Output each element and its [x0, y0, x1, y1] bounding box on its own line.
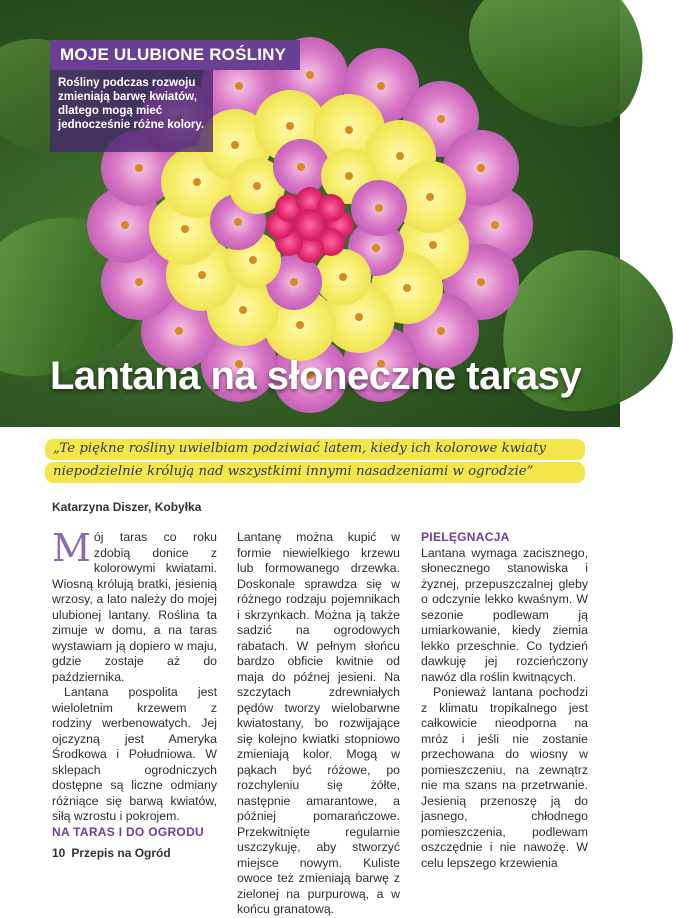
paragraph: Ponieważ lantana pochodzi z klimatu tropikalnego jest całkowicie nieodporna na mróz i jeśli nie zostanie przechowana do wiosny w pomieszczeniu, na zewnątrz nie ma szans na przetrwanie. Jesienią przenoszę ją do jasnego, chłodnego pomieszczenia, podlewam oszczędnie i nie nawożę. W celu lepszego krzewienia	[421, 685, 588, 870]
floret	[273, 139, 329, 195]
pull-quote	[45, 437, 585, 489]
article-title: Lantana na słoneczne tarasy	[50, 354, 582, 398]
paragraph: Lantana pospolita jest wieloletnim krzewem z rodziny werbenowatych. Jej ojczyzną jest Ameryka Środkowa i Południowa. W sklepach ogrodniczych dostępne są liczne odmiany różniące się barwą kwiatów, siłą wzrostu i pokrojem.	[52, 685, 217, 823]
magazine-name: Przepis na Ogród	[71, 846, 171, 860]
article-column-3	[421, 530, 588, 871]
author-byline: Katarzyna Diszer, Kobyłka	[52, 500, 202, 514]
floret	[351, 180, 407, 236]
paragraph: Mój taras co roku zdobią donice z kolorowymi kwiatami. Wiosną królują bratki, jesienią wrzosy, a lato należy do mojej ulubionej lantany. Roślina ta zimuje w domu, a na taras wystawiam ją dopiero w maju, gdzie zostaje aż do października.	[52, 526, 217, 684]
paragraph: Lantanę można kupić w formie niewielkiego krzewu lub formowanego drzewka. Doskonale sprawdza się w różnego rodzaju pojemnikach i skrzynkach. Można ją także sadzić na ogrodowych rabatach. W pełnym słońcu bardzo obficie kwitnie od maja do późnej jesieni. Na szczytach zdrewniałych pędów tworzy wielobarwne kwiatostany, bo rozwijające się kolejno kwiatki stopniowo zmieniają kolor. Mogą w pąkach być różowe, po rozchyleniu się żółte, następnie amarantowe, a później pomarańczowe. Przekwitnięte regularnie uszczykuję, aby stworzyć miejsce nowym. Kuliste owoce też zmieniają barwę z zielonej na purpurową, a w końcu granatową.	[237, 530, 400, 916]
article-column-1	[52, 526, 217, 840]
subheading-taras: NA TARAS I DO OGRODU	[52, 824, 204, 839]
lantana-photo	[0, 0, 620, 427]
subheading-pielegnacja: PIELĘGNACJA	[421, 530, 510, 544]
intro-text: Rośliny podczas rozwoju zmieniają barwę kwiatów, dlatego mogą mieć jednocześnie różne kolory.	[50, 70, 213, 152]
floret	[315, 249, 371, 305]
drop-cap: M	[52, 526, 91, 570]
quote-line: niepodzielnie królują nad wszystkimi innymi nasadzeniami w ogrodzie”	[53, 464, 534, 479]
page-number: 10	[52, 846, 66, 860]
section-label: MOJE ULUBIONE ROŚLINY	[50, 40, 300, 70]
page-footer	[52, 846, 171, 860]
quote-line: „Te piękne rośliny uwielbiam podziwiać latem, kiedy ich kolorowe kwiaty	[53, 441, 547, 456]
paragraph: Lantana wymaga zacisznego, słonecznego stanowiska i żyznej, przepuszczalnej gleby o odczynie lekko kwaśnym. W sezonie podlewam ją umiarkowanie, kiedy ziemia lekko przeschnie. Co tydzień dawkuję jej rozcieńczony nawóz dla roślin kwitnących.	[421, 545, 588, 684]
floret	[294, 209, 326, 241]
article-column-2	[237, 530, 400, 918]
